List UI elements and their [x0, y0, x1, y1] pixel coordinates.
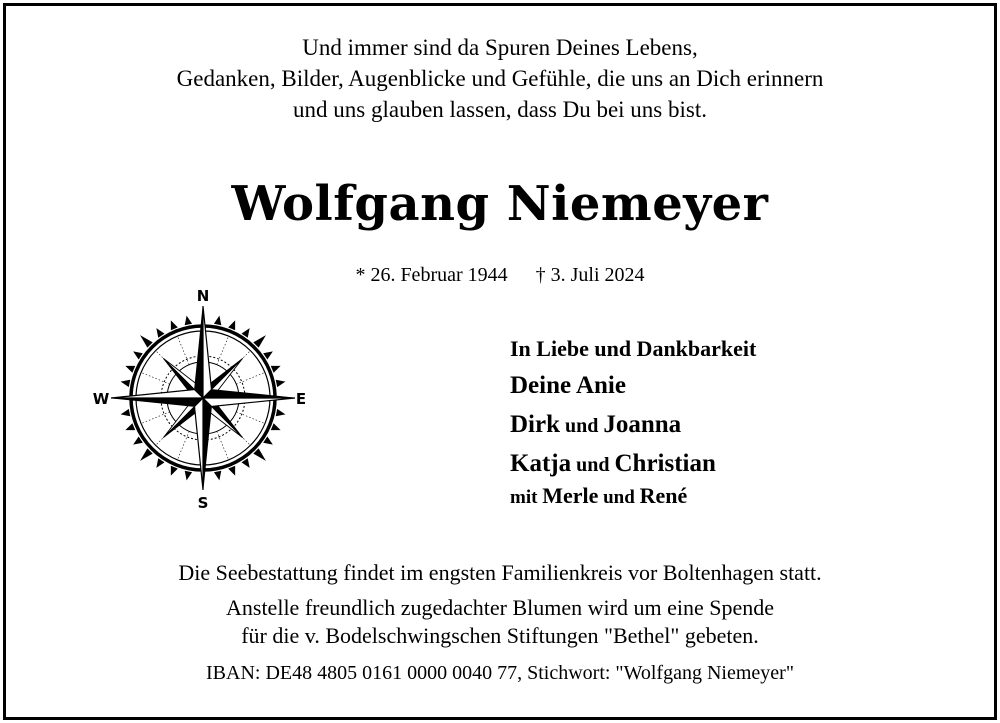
mourner-line-2: Dirk und Joanna	[510, 411, 682, 438]
compass-east-label: E	[295, 390, 307, 408]
mourner-line-3: Katja und Christian	[510, 450, 716, 477]
iban-line: IBAN: DE48 4805 0161 0000 0040 77, Stichwort: "Wolfgang Niemeyer"	[206, 662, 794, 684]
donation-line-2: für die v. Bodelschwingschen Stiftungen "Bethel" gebeten.	[241, 623, 759, 648]
poem-line-1: Und immer sind da Spuren Deines Lebens,	[302, 35, 698, 60]
donation-line-1: Anstelle freundlich zugedachter Blumen wird um eine Spende	[226, 595, 774, 620]
poem	[0, 32, 1000, 125]
mourner-line-1: Deine Anie	[510, 372, 626, 399]
mourners-list	[510, 336, 756, 509]
compass-rose-icon	[88, 283, 318, 513]
deceased-name: Wolfgang Niemeyer	[231, 176, 769, 232]
compass-north-label: N	[196, 287, 210, 305]
donation-request	[0, 594, 1000, 650]
poem-line-2: Gedanken, Bilder, Augenblicke und Gefühle, die uns an Dich erinnern	[176, 66, 824, 91]
compass-west-label: W	[92, 390, 110, 408]
burial-notice: Die Seebestattung findet im engsten Familienkreis vor Boltenhagen statt.	[178, 560, 822, 585]
compass-south-label: S	[197, 494, 209, 512]
death-date: † 3. Juli 2024	[535, 264, 645, 286]
mourner-line-4: mit Merle und René	[510, 483, 688, 508]
poem-line-3: und uns glauben lassen, dass Du bei uns bist.	[293, 97, 707, 122]
mourners-intro: In Liebe und Dankbarkeit	[510, 336, 757, 361]
birth-date: * 26. Februar 1944	[355, 264, 508, 286]
